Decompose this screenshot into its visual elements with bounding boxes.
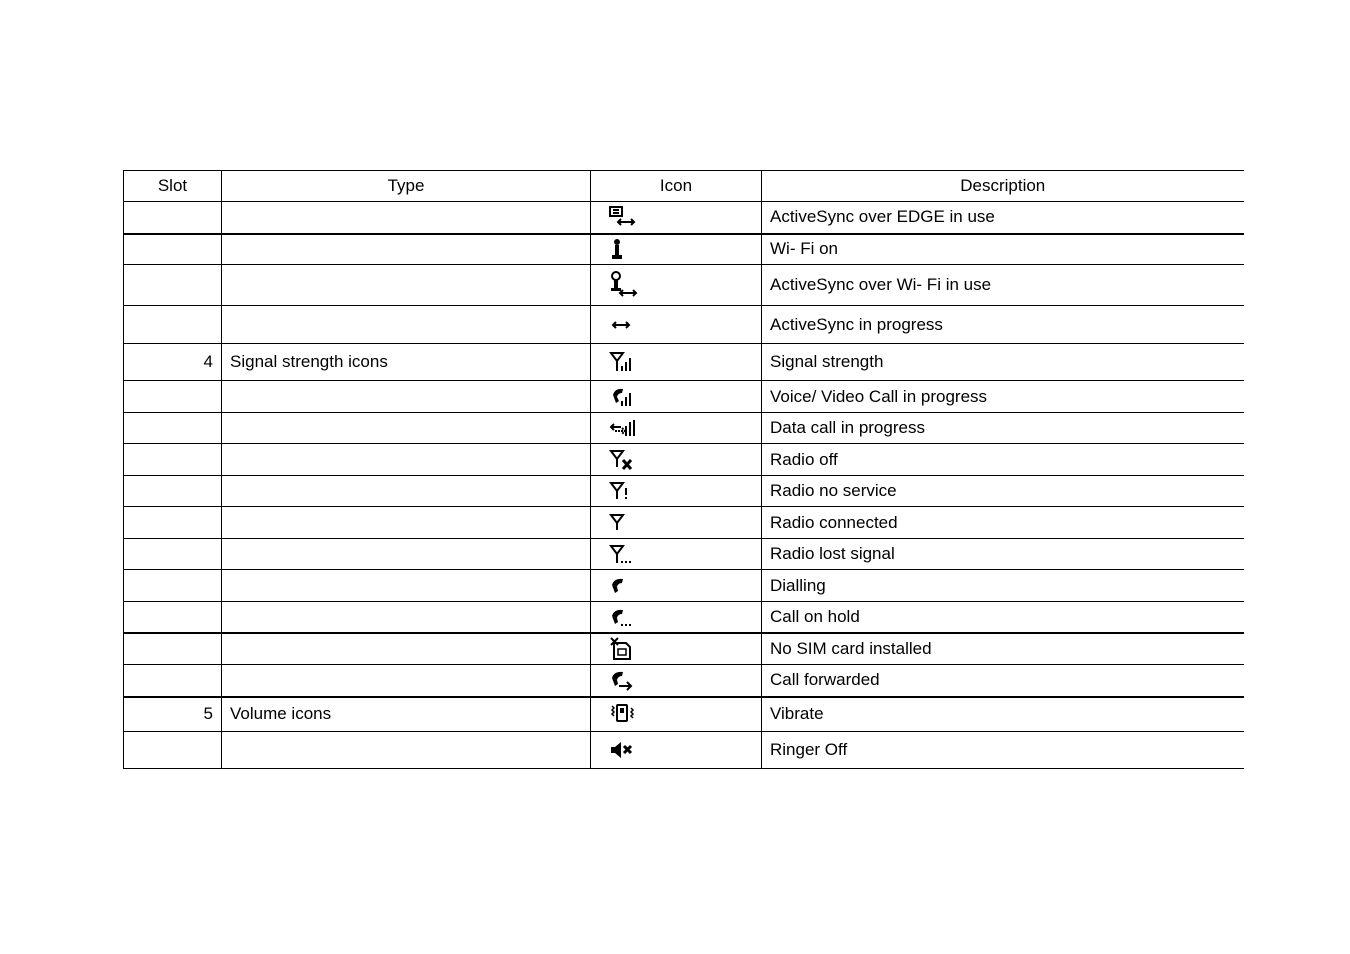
table-row	[124, 665, 1244, 697]
header-description: Description	[762, 171, 1244, 202]
type-cell	[222, 507, 591, 539]
slot-cell	[124, 602, 222, 633]
slot-cell	[124, 732, 222, 769]
type-cell	[222, 570, 591, 602]
table-row	[124, 570, 1244, 602]
type-cell: Volume icons	[222, 697, 591, 732]
description-cell: Signal strength	[762, 344, 1244, 381]
description-cell: Data call in progress	[762, 413, 1244, 444]
icon-cell	[591, 265, 762, 306]
radio-off-icon	[609, 448, 637, 472]
slot-cell	[124, 476, 222, 507]
table-row	[124, 306, 1244, 344]
header-type: Type	[222, 171, 591, 202]
header-icon: Icon	[591, 171, 762, 202]
signal-strength-icon	[609, 350, 637, 374]
call-forwarded-icon	[609, 668, 637, 692]
icon-cell	[591, 344, 762, 381]
wifi-on-icon	[609, 237, 637, 261]
slot-cell	[124, 665, 222, 697]
type-cell	[222, 444, 591, 476]
radio-connected-icon	[609, 512, 637, 534]
description-cell: Radio off	[762, 444, 1244, 476]
type-cell	[222, 732, 591, 769]
description-cell: Wi- Fi on	[762, 234, 1244, 265]
type-cell: Signal strength icons	[222, 344, 591, 381]
slot-cell	[124, 413, 222, 444]
icon-cell	[591, 665, 762, 697]
type-cell	[222, 602, 591, 633]
table-row	[124, 732, 1244, 769]
icon-cell	[591, 602, 762, 633]
table-row	[124, 602, 1244, 633]
slot-cell	[124, 539, 222, 570]
icon-cell	[591, 539, 762, 570]
description-cell: No SIM card installed	[762, 633, 1244, 665]
slot-cell	[124, 507, 222, 539]
icon-cell	[591, 732, 762, 769]
slot-cell	[124, 202, 222, 234]
type-cell	[222, 265, 591, 306]
activesync-progress-icon	[609, 317, 637, 333]
description-cell: ActiveSync in progress	[762, 306, 1244, 344]
type-cell	[222, 202, 591, 234]
icon-cell	[591, 633, 762, 665]
description-cell: Ringer Off	[762, 732, 1244, 769]
icon-cell	[591, 444, 762, 476]
description-cell: Voice/ Video Call in progress	[762, 381, 1244, 413]
type-cell	[222, 665, 591, 697]
icon-cell	[591, 507, 762, 539]
call-on-hold-icon	[609, 606, 637, 628]
description-cell: Call on hold	[762, 602, 1244, 633]
icon-cell	[591, 202, 762, 234]
activesync-wifi-icon	[609, 271, 639, 299]
table-row	[124, 381, 1244, 413]
data-call-icon	[609, 417, 637, 439]
no-sim-icon	[609, 637, 637, 661]
description-cell: ActiveSync over EDGE in use	[762, 202, 1244, 234]
header-row	[124, 171, 1244, 202]
table-row	[124, 507, 1244, 539]
radio-no-service-icon	[609, 480, 637, 502]
table-row	[124, 413, 1244, 444]
description-cell: Call forwarded	[762, 665, 1244, 697]
type-cell	[222, 539, 591, 570]
type-cell	[222, 476, 591, 507]
slot-cell	[124, 570, 222, 602]
icon-cell	[591, 697, 762, 732]
voice-call-icon	[609, 385, 637, 409]
description-cell: Radio lost signal	[762, 539, 1244, 570]
slot-cell: 5	[124, 697, 222, 732]
dialling-icon	[609, 575, 637, 597]
slot-cell	[124, 381, 222, 413]
table-row	[124, 344, 1244, 381]
table-row	[124, 444, 1244, 476]
table-row	[124, 633, 1244, 665]
icon-cell	[591, 234, 762, 265]
header-slot: Slot	[124, 171, 222, 202]
icon-cell	[591, 413, 762, 444]
icon-cell	[591, 306, 762, 344]
table-row	[124, 234, 1244, 265]
slot-cell	[124, 633, 222, 665]
type-cell	[222, 306, 591, 344]
slot-cell	[124, 265, 222, 306]
description-cell: ActiveSync over Wi- Fi in use	[762, 265, 1244, 306]
slot-cell	[124, 444, 222, 476]
description-cell: Vibrate	[762, 697, 1244, 732]
slot-cell: 4	[124, 344, 222, 381]
icon-cell	[591, 476, 762, 507]
icon-cell	[591, 381, 762, 413]
activesync-edge-icon	[609, 205, 637, 229]
description-cell: Radio no service	[762, 476, 1244, 507]
ringer-off-icon	[609, 740, 637, 760]
slot-cell	[124, 234, 222, 265]
table-row	[124, 697, 1244, 732]
icon-cell	[591, 570, 762, 602]
table-row	[124, 202, 1244, 234]
table-row	[124, 539, 1244, 570]
type-cell	[222, 633, 591, 665]
radio-lost-signal-icon	[609, 543, 637, 565]
table-row	[124, 476, 1244, 507]
description-cell: Dialling	[762, 570, 1244, 602]
description-cell: Radio connected	[762, 507, 1244, 539]
slot-cell	[124, 306, 222, 344]
type-cell	[222, 381, 591, 413]
type-cell	[222, 234, 591, 265]
type-cell	[222, 413, 591, 444]
status-icons-table	[123, 170, 1244, 769]
table-row	[124, 265, 1244, 306]
vibrate-icon	[609, 702, 637, 726]
